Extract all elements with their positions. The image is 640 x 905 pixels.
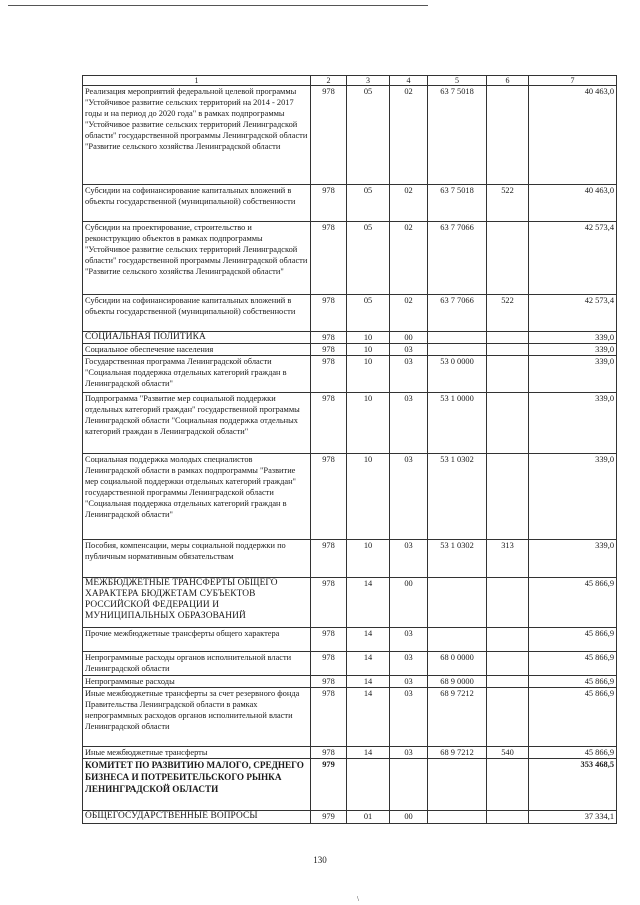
row-name: Субсидии на софинансирование капитальных вложений в объекты государственной (муниципальной) собственности [83, 185, 311, 222]
column-header: 3 [347, 76, 390, 86]
row-name: Непрограммные расходы [83, 676, 311, 688]
row-name: КОМИТЕТ ПО РАЗВИТИЮ МАЛОГО, СРЕДНЕГО БИЗНЕСА И ПОТРЕБИТЕЛЬСКОГО РЫНКА ЛЕНИНГРАДСКОЙ ОБЛАСТИ [83, 759, 311, 811]
row-admin-code: 979 [311, 759, 347, 811]
row-target-article: 53 0 0000 [428, 356, 487, 393]
footer-mark: \ [357, 895, 359, 903]
row-amount: 45 866,9 [529, 578, 617, 628]
row-name: Иные межбюджетные трансферты [83, 747, 311, 759]
column-header: 5 [428, 76, 487, 86]
row-section: 05 [347, 86, 390, 185]
row-admin-code: 978 [311, 295, 347, 332]
column-header: 1 [83, 76, 311, 86]
row-target-article: 68 9 0000 [428, 676, 487, 688]
row-admin-code: 978 [311, 652, 347, 676]
row-target-article: 63 7 7066 [428, 222, 487, 295]
row-expense-type [487, 628, 529, 652]
row-target-article: 63 7 5018 [428, 86, 487, 185]
row-section: 10 [347, 393, 390, 454]
row-name: Социальная поддержка молодых специалистов Ленинградской области в рамках подпрограммы "Развитие мер социальной поддержки отдельных категорий граждан" государственной программы Ленинградской области "Социальная поддержка отдельных категорий граждан в Ленинградской области" [83, 454, 311, 540]
table-row [83, 454, 617, 540]
row-expense-type [487, 222, 529, 295]
row-subsection: 00 [390, 332, 428, 344]
row-admin-code: 978 [311, 222, 347, 295]
row-target-article [428, 332, 487, 344]
row-target-article: 68 9 7212 [428, 688, 487, 747]
row-amount: 37 334,1 [529, 811, 617, 824]
row-section: 10 [347, 356, 390, 393]
row-name: Субсидии на проектирование, строительство и реконструкцию объектов в рамках подпрограммы "Устойчивое развитие сельских территорий Ленинградской области" государственной программы Ленинградской области "Развитие сельского хозяйства Ленинградской области" [83, 222, 311, 295]
top-rule [8, 5, 428, 6]
table-row [83, 811, 617, 824]
row-section: 05 [347, 295, 390, 332]
row-expense-type [487, 688, 529, 747]
row-name: Государственная программа Ленинградской области "Социальная поддержка отдельных категорий граждан в Ленинградской области" [83, 356, 311, 393]
row-expense-type [487, 811, 529, 824]
row-admin-code: 978 [311, 676, 347, 688]
row-amount: 42 573,4 [529, 295, 617, 332]
row-section: 14 [347, 688, 390, 747]
row-target-article: 63 7 7066 [428, 295, 487, 332]
row-admin-code: 978 [311, 540, 347, 578]
row-amount: 45 866,9 [529, 652, 617, 676]
row-expense-type [487, 454, 529, 540]
row-name: СОЦИАЛЬНАЯ ПОЛИТИКА [83, 332, 311, 344]
row-section: 05 [347, 222, 390, 295]
row-expense-type [487, 356, 529, 393]
row-name: Прочие межбюджетные трансферты общего характера [83, 628, 311, 652]
row-admin-code: 978 [311, 628, 347, 652]
row-subsection: 03 [390, 688, 428, 747]
row-target-article [428, 578, 487, 628]
page-number: 130 [313, 855, 327, 865]
row-section: 05 [347, 185, 390, 222]
row-subsection: 03 [390, 652, 428, 676]
row-subsection: 02 [390, 295, 428, 332]
table-header-row [83, 76, 617, 86]
row-amount: 42 573,4 [529, 222, 617, 295]
row-name: Пособия, компенсации, меры социальной поддержки по публичным нормативным обязательствам [83, 540, 311, 578]
row-subsection: 03 [390, 628, 428, 652]
row-subsection: 03 [390, 676, 428, 688]
row-admin-code: 978 [311, 356, 347, 393]
row-amount: 40 463,0 [529, 185, 617, 222]
row-target-article: 63 7 5018 [428, 185, 487, 222]
row-section: 14 [347, 628, 390, 652]
row-subsection: 02 [390, 185, 428, 222]
row-target-article [428, 759, 487, 811]
table-row [83, 356, 617, 393]
row-target-article: 53 1 0302 [428, 454, 487, 540]
row-target-article [428, 344, 487, 356]
row-amount: 40 463,0 [529, 86, 617, 185]
row-amount: 45 866,9 [529, 676, 617, 688]
row-subsection: 03 [390, 747, 428, 759]
table-row [83, 332, 617, 344]
row-admin-code: 978 [311, 332, 347, 344]
row-subsection: 03 [390, 344, 428, 356]
row-expense-type [487, 344, 529, 356]
row-expense-type [487, 578, 529, 628]
table-row [83, 344, 617, 356]
row-section: 14 [347, 676, 390, 688]
row-subsection: 03 [390, 393, 428, 454]
row-amount: 339,0 [529, 344, 617, 356]
row-admin-code: 978 [311, 454, 347, 540]
row-amount: 339,0 [529, 356, 617, 393]
row-name: Подпрограмма "Развитие мер социальной поддержки отдельных категорий граждан" государственной программы Ленинградской области "Социальная поддержка отдельных категорий граждан в Ленинградской области" [83, 393, 311, 454]
row-expense-type: 540 [487, 747, 529, 759]
row-expense-type [487, 676, 529, 688]
row-amount: 339,0 [529, 332, 617, 344]
table-row [83, 688, 617, 747]
row-subsection: 03 [390, 454, 428, 540]
row-section: 10 [347, 344, 390, 356]
row-subsection [390, 759, 428, 811]
table-row [83, 747, 617, 759]
row-name: ОБЩЕГОСУДАРСТВЕННЫЕ ВОПРОСЫ [83, 811, 311, 824]
row-name: МЕЖБЮДЖЕТНЫЕ ТРАНСФЕРТЫ ОБЩЕГО ХАРАКТЕРА БЮДЖЕТАМ СУБЪЕКТОВ РОССИЙСКОЙ ФЕДЕРАЦИИ И МУНИЦИПАЛЬНЫХ ОБРАЗОВАНИЙ [83, 578, 311, 628]
budget-table [82, 75, 617, 824]
row-admin-code: 978 [311, 747, 347, 759]
row-admin-code: 978 [311, 578, 347, 628]
table-row [83, 222, 617, 295]
row-expense-type [487, 86, 529, 185]
row-target-article: 68 0 0000 [428, 652, 487, 676]
row-amount: 353 468,5 [529, 759, 617, 811]
row-subsection: 03 [390, 356, 428, 393]
row-admin-code: 978 [311, 185, 347, 222]
row-amount: 45 866,9 [529, 628, 617, 652]
column-header: 7 [529, 76, 617, 86]
row-name: Иные межбюджетные трансферты за счет резервного фонда Правительства Ленинградской области в рамках непрограммных расходов органов исполнительной власти Ленинградской области [83, 688, 311, 747]
row-name: Непрограммные расходы органов исполнительной власти Ленинградской области [83, 652, 311, 676]
row-admin-code: 978 [311, 344, 347, 356]
row-section: 14 [347, 652, 390, 676]
row-expense-type [487, 652, 529, 676]
row-expense-type [487, 759, 529, 811]
row-target-article [428, 811, 487, 824]
row-section: 10 [347, 332, 390, 344]
row-name: Субсидии на софинансирование капитальных вложений в объекты государственной (муниципальной) собственности [83, 295, 311, 332]
row-subsection: 02 [390, 86, 428, 185]
table-row [83, 759, 617, 811]
row-subsection: 02 [390, 222, 428, 295]
row-subsection: 00 [390, 811, 428, 824]
row-expense-type: 522 [487, 185, 529, 222]
row-section: 10 [347, 454, 390, 540]
table-row [83, 652, 617, 676]
table-row [83, 393, 617, 454]
row-name: Социальное обеспечение населения [83, 344, 311, 356]
row-amount: 45 866,9 [529, 747, 617, 759]
row-expense-type: 522 [487, 295, 529, 332]
row-admin-code: 978 [311, 393, 347, 454]
row-section [347, 759, 390, 811]
row-amount: 339,0 [529, 393, 617, 454]
table-row [83, 86, 617, 185]
table-row [83, 628, 617, 652]
row-name: Реализация мероприятий федеральной целевой программы "Устойчивое развитие сельских территорий на 2014 - 2017 годы и на период до 2020 года" в рамках подпрограммы "Устойчивое развитие сельских территорий Ленинградской области" государственной программы Ленинградской области "Развитие сельского хозяйства Ленинградской области [83, 86, 311, 185]
row-admin-code: 978 [311, 86, 347, 185]
row-amount: 45 866,9 [529, 688, 617, 747]
row-section: 01 [347, 811, 390, 824]
row-amount: 339,0 [529, 454, 617, 540]
table-row [83, 676, 617, 688]
row-target-article [428, 628, 487, 652]
table-row [83, 295, 617, 332]
row-section: 10 [347, 540, 390, 578]
row-target-article: 53 1 0302 [428, 540, 487, 578]
table-row [83, 540, 617, 578]
row-expense-type [487, 332, 529, 344]
row-expense-type: 313 [487, 540, 529, 578]
row-subsection: 03 [390, 540, 428, 578]
row-expense-type [487, 393, 529, 454]
table-row [83, 185, 617, 222]
row-target-article: 53 1 0000 [428, 393, 487, 454]
row-section: 14 [347, 578, 390, 628]
column-header: 4 [390, 76, 428, 86]
column-header: 2 [311, 76, 347, 86]
table-row [83, 578, 617, 628]
row-section: 14 [347, 747, 390, 759]
row-target-article: 68 9 7212 [428, 747, 487, 759]
row-amount: 339,0 [529, 540, 617, 578]
row-admin-code: 978 [311, 688, 347, 747]
column-header: 6 [487, 76, 529, 86]
row-admin-code: 979 [311, 811, 347, 824]
row-subsection: 00 [390, 578, 428, 628]
